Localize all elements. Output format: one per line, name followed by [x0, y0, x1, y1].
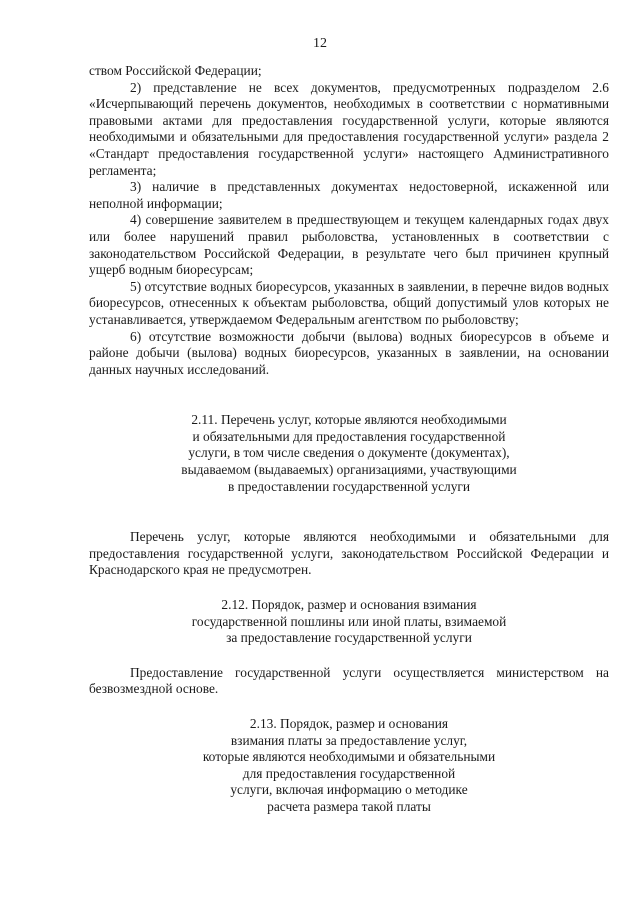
heading-line: 2.12. Порядок, размер и основания взимания — [221, 597, 477, 613]
heading-line: и обязательными для предоставления государственной — [192, 428, 506, 444]
heading-line: которые являются необходимыми и обязательными — [202, 749, 496, 765]
list-item-3: 3) наличие в представленных документах недостоверной, искаженной или неполной информации; — [89, 179, 609, 211]
list-item-2: 2) представление не всех документов, предусмотренных подразделом 2.6 «Исчерпывающий перечень документов, необходимых в соответствии с нормативными правовыми актами для предоставления государственной услуги, которые являются необходимыми и обязательными для предоставления государственной услуги» раздела 2 «Стандарт предоставления государственной услуги» настоящего Административного регламента; — [89, 79, 609, 178]
section-2-12-body: Предоставление государственной услуги осуществляется министерством на безвозмездной основе. — [89, 664, 609, 697]
heading-line: за предоставление государственной услуги — [226, 630, 472, 646]
heading-line: услуги, в том числе сведения о документе (документах), — [188, 445, 510, 461]
section-2-11-heading — [89, 412, 609, 495]
section-2-11-body: Перечень услуг, которые являются необходимыми и обязательными для предоставления государственной услуги, законодательством Российской Федерации и Краснодарского края не предусмотрен. — [89, 529, 609, 578]
heading-line: 2.13. Порядок, размер и основания — [249, 716, 449, 731]
section-2-13-heading — [89, 716, 609, 816]
heading-line: государственной пошлины или иной платы, взимаемой — [191, 613, 507, 629]
list-item-6: 6) отсутствие возможности добычи (вылова) водных биоресурсов в объеме и районе добычи (вылова) водных биоресурсов, указанных в заявлении, на основании данных научных исследований. — [89, 328, 609, 377]
heading-line: услуги, включая информацию о методике — [230, 782, 468, 798]
page-number: 12 — [313, 36, 327, 51]
paragraph-continuation: ством Российской Федерации; — [89, 63, 262, 78]
list-item-5: 5) отсутствие водных биоресурсов, указанных в заявлении, в перечне видов водных биоресурсов, отнесенных к объектам рыболовства, общий допустимый улов которых не устанавливается, утверждаемом Федеральным агентством по рыболовству; — [89, 278, 609, 327]
heading-line: в предоставлении государственной услуги — [227, 478, 471, 494]
heading-line: расчета размера такой платы — [267, 798, 431, 814]
document-body — [89, 63, 609, 816]
heading-line: для предоставления государственной — [242, 765, 456, 781]
section-2-12-heading — [89, 597, 609, 647]
list-item-4: 4) совершение заявителем в предшествующем и текущем календарных годах двух или более нарушений правил рыболовства, установленных в соответствии с законодательством Российской Федерации, в результате чего был причинен крупный ущерб водным биоресурсам; — [89, 212, 609, 278]
heading-line: выдаваемом (выдаваемых) организациями, участвующими — [181, 462, 517, 478]
heading-line: взимания платы за предоставление услуг, — [230, 732, 468, 748]
heading-line: 2.11. Перечень услуг, которые являются необходимыми — [191, 412, 507, 428]
